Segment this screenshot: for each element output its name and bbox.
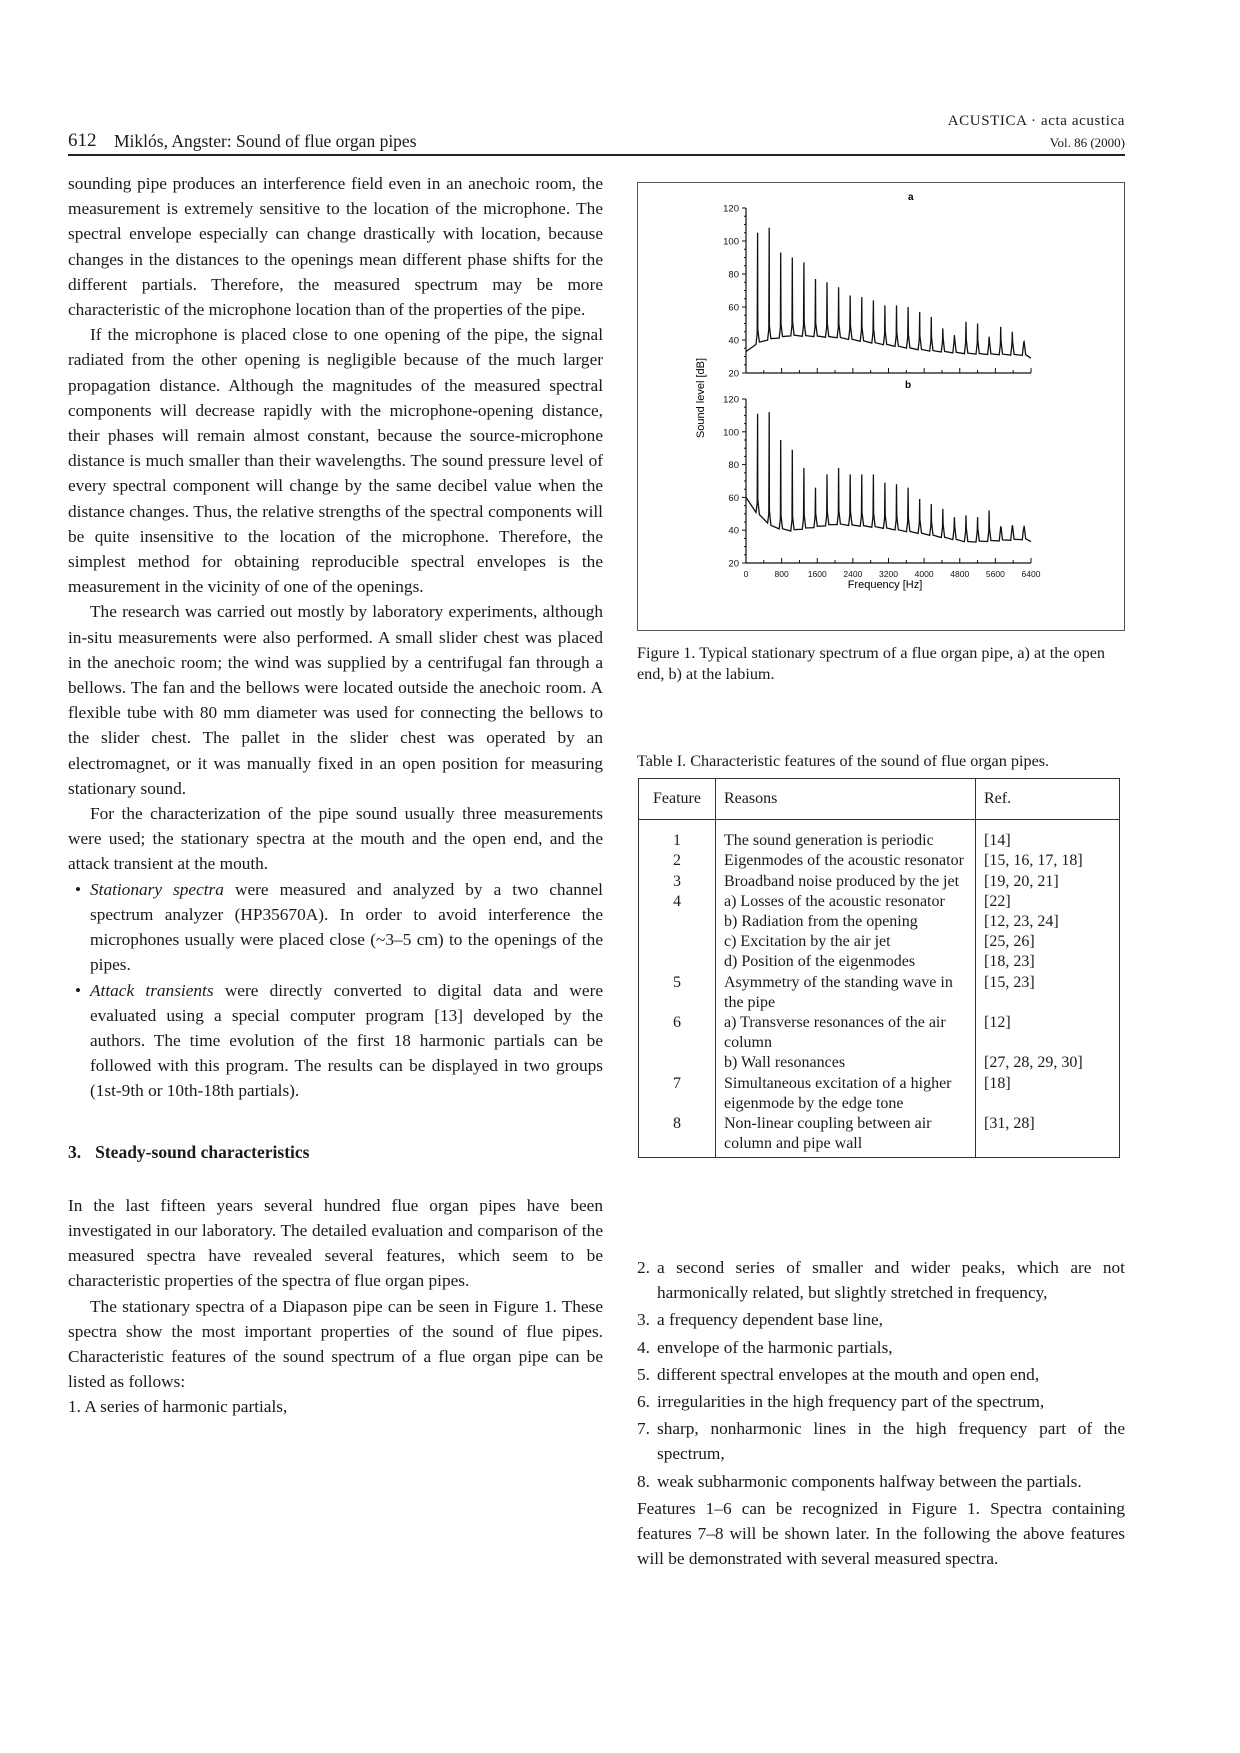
svg-text:40: 40 (728, 525, 739, 537)
list-text: weak subharmonic components halfway between the partials. (657, 1471, 1082, 1491)
table-cell-ref: [15, 16, 17, 18] (984, 852, 1083, 870)
x-axis-label: Frequency [Hz] (847, 579, 923, 591)
list-text: sharp, nonharmonic lines in the high frequency part of the spectrum, (657, 1419, 1125, 1464)
bullet-icon: • (75, 980, 82, 1000)
table-cell-reason: a) Losses of the acoustic resonator (716, 892, 976, 912)
spectrum-curve-a (746, 228, 1031, 358)
list-item (637, 1389, 1125, 1414)
table-row (639, 851, 1120, 871)
svg-text:80: 80 (728, 460, 739, 472)
table-cell-ref: [14] (984, 832, 1011, 850)
list-item (637, 1416, 1125, 1466)
table-cell-ref: [31, 28] (984, 1115, 1035, 1133)
section-title: Steady-sound characteristics (95, 1141, 310, 1162)
table-header-row (639, 779, 1120, 820)
table-cell-reason: c) Excitation by the air jet (716, 932, 976, 952)
table-row (639, 912, 1120, 932)
bullet-term: Attack transients (90, 980, 214, 1000)
list-number: 5. (637, 1364, 650, 1384)
list-item (637, 1307, 1125, 1332)
table-row (639, 1114, 1120, 1158)
table-cell-reason: a) Transverse resonances of the air column (716, 1013, 976, 1053)
list-number: 6. (637, 1392, 650, 1412)
list-number: 4. (637, 1337, 650, 1357)
table-cell-feature (639, 952, 716, 972)
left-column (68, 171, 603, 1420)
header-rule (68, 154, 1125, 156)
list-number: 2. (637, 1258, 650, 1277)
bullet-term: Stationary spectra (90, 879, 224, 899)
svg-text:4000: 4000 (914, 569, 934, 579)
table-row (639, 1074, 1120, 1114)
paragraph: Features 1–6 can be recognized in Figure 1. Spectra containing features 7–8 will be shown later. In the following the above features will be demonstrated with several measured spectra. (637, 1498, 1125, 1569)
list-number: 8. (637, 1471, 650, 1491)
svg-text:120: 120 (723, 394, 739, 406)
spectrum-curve-b (746, 412, 1031, 542)
feature-list-section (637, 1255, 1125, 1571)
spectrum-chart (638, 183, 1124, 630)
table-row (639, 1053, 1120, 1073)
list-text: different spectral envelopes at the mouth and open end, (657, 1364, 1040, 1384)
y-axis-label: Sound level [dB] (695, 357, 707, 439)
table-cell-feature: 3 (639, 872, 716, 892)
list-number: 3. (637, 1310, 650, 1330)
table-cell-feature (639, 1053, 716, 1073)
list-text: a frequency dependent base line, (657, 1310, 883, 1330)
table-cell-ref: [18] (984, 1074, 1011, 1092)
list-text: a second series of smaller and wider peaks, which are not harmonically related, but slightly stretched in frequency, (657, 1258, 1125, 1303)
method-bullet-list (68, 877, 603, 1104)
column-header: Feature (639, 779, 716, 820)
table-caption: Table I. Characteristic features of the sound of flue organ pipes. (637, 752, 1050, 770)
paragraph: For the characterization of the pipe sound usually three measurements were used; the stationary spectra at the mouth and the open end, and the attack transient at the mouth. (68, 804, 603, 874)
svg-text:40: 40 (728, 335, 739, 347)
table-cell-ref: [12] (984, 1014, 1011, 1032)
bullet-icon: • (75, 879, 82, 899)
table-row (639, 892, 1120, 912)
feature-list (637, 1255, 1125, 1494)
table-cell-feature: 8 (639, 1114, 716, 1158)
table-cell-feature: 1 (639, 820, 716, 852)
table-row (639, 973, 1120, 1013)
svg-text:0: 0 (743, 569, 749, 579)
paragraph: In the last fifteen years several hundred flue organ pipes have been investigated in our laboratory. The detailed evaluation and comparison of the measured spectra have revealed several features, which seem to be characteristic properties of the spectra of flue organ pipes. (68, 1195, 603, 1291)
table-cell-ref: [18, 23] (984, 953, 1035, 971)
table-cell-feature (639, 912, 716, 932)
list-number: 7. (637, 1419, 650, 1439)
table-cell-reason: Non-linear coupling between air column and pipe wall (716, 1114, 976, 1158)
bullet-item (68, 978, 603, 1104)
journal-volume: Vol. 86 (2000) (1049, 135, 1125, 150)
svg-text:100: 100 (723, 427, 739, 439)
svg-text:60: 60 (728, 492, 739, 504)
table-cell-reason: d) Position of the eigenmodes (716, 952, 976, 972)
figure-caption: Figure 1. Typical stationary spectrum of a flue organ pipe, a) at the open end, b) at the labium. (637, 644, 1106, 683)
table-cell-reason: b) Radiation from the opening (716, 912, 976, 932)
table-row (639, 932, 1120, 952)
table-row (639, 872, 1120, 892)
table-cell-reason: b) Wall resonances (716, 1053, 976, 1073)
paragraph: The stationary spectra of a Diapason pipe can be seen in Figure 1. These spectra show the most important properties of the sound of flue pipes. Characteristic features of the sound spectrum of a flue organ pipe can be listed as follows: (68, 1296, 603, 1392)
column-header: Ref. (976, 779, 1120, 820)
svg-text:20: 20 (728, 558, 739, 570)
svg-text:4800: 4800 (950, 569, 970, 579)
section-number: 3. (68, 1141, 82, 1162)
svg-text:1600: 1600 (807, 569, 827, 579)
table-cell-feature: 5 (639, 973, 716, 1013)
table-cell-ref: [19, 20, 21] (984, 872, 1059, 890)
table-cell-feature: 6 (639, 1013, 716, 1053)
section-heading (68, 1140, 603, 1165)
list-text: irregularities in the high frequency part of the spectrum, (657, 1392, 1045, 1412)
bullet-item (68, 877, 603, 978)
table-row (639, 1013, 1120, 1053)
table-cell-reason: Simultaneous excitation of a higher eigenmode by the edge tone (716, 1074, 976, 1114)
table-cell-feature: 7 (639, 1074, 716, 1114)
svg-text:100: 100 (723, 236, 739, 248)
paragraph: If the microphone is placed close to one opening of the pipe, the signal radiated from the other opening is negligible because of the much larger propagation distance. Although the magnitudes of the measured spectral components will decrease rapidly with the microphone-opening distance, their phases will remain almost constant, because the source-microphone distance is much smaller than their wavelengths. The sound pressure level of every spectral component will change by the same decibel value when the distance changes. Thus, the relative strengths of the spectral components will be quite insensitive to the location of the microphone. Therefore, the simplest method for obtaining reproducible spectral envelopes is the measurement in the vicinity of one of the openings. (68, 325, 603, 597)
table-cell-reason: Broadband noise produced by the jet (716, 872, 976, 892)
table-cell-ref: [25, 26] (984, 933, 1035, 951)
table-cell-feature: 4 (639, 892, 716, 912)
table-row (639, 820, 1120, 852)
table-cell-feature (639, 932, 716, 952)
svg-text:5600: 5600 (985, 569, 1005, 579)
svg-text:80: 80 (728, 269, 739, 281)
journal-name: ACUSTICA · acta acustica (947, 113, 1125, 129)
column-header: Reasons (716, 779, 976, 820)
list-item (637, 1469, 1125, 1494)
table-row (639, 952, 1120, 972)
table-cell-feature: 2 (639, 851, 716, 871)
list-item (637, 1335, 1125, 1360)
bullet-text: were measured and analyzed by a two channel spectrum analyzer (HP35670A). In order to avoid interference the microphones usually were placed close (~3–5 cm) to the openings of the pipes. (90, 879, 603, 975)
svg-text:3200: 3200 (879, 569, 898, 579)
svg-text:6400: 6400 (1021, 569, 1041, 579)
table-cell-ref: [27, 28, 29, 30] (984, 1054, 1083, 1072)
table-cell-reason: Eigenmodes of the acoustic resonator (716, 851, 976, 871)
svg-text:800: 800 (774, 569, 789, 579)
list-item (637, 1255, 1125, 1305)
table-cell-ref: [12, 23, 24] (984, 913, 1059, 931)
svg-text:120: 120 (723, 203, 739, 215)
features-table (638, 778, 1120, 1158)
running-title: Miklós, Angster: Sound of flue organ pipes (114, 131, 417, 151)
figure-1 (637, 182, 1125, 631)
svg-text:60: 60 (728, 302, 739, 314)
panel-label-a: a (908, 192, 914, 203)
paragraph: The research was carried out mostly by laboratory experiments, although in-situ measurements were also performed. A small slider chest was placed in the anechoic room; the wind was supplied by a centrifugal fan through a bellows. The fan and the bellows were located outside the anechoic room. A flexible tube with 80 mm diameter was used for connecting the bellows to the slider chest. The pallet in the slider chest was operated by an electromagnet, or it was manually fixed in an open position for measuring stationary sound. (68, 602, 603, 798)
paragraph: sounding pipe produces an interference field even in an anechoic room, the measurement is extremely sensitive to the location of the microphone. The spectral envelope especially can change drastically with location, because changes in the distances to the openings mean different phase shifts for the different partials. Therefore, the measured spectrum may be more characteristic of the microphone location than of the properties of the pipe. (68, 174, 603, 320)
list-item (637, 1362, 1125, 1387)
page-number: 612 (68, 130, 97, 151)
bullet-text: were directly converted to digital data and were evaluated using a special computer program [13] developed by the authors. The time evolution of the first 18 harmonic partials can be followed with this program. The results can be displayed in two groups (1st-9th or 10th-18th partials). (90, 980, 603, 1101)
svg-text:20: 20 (728, 368, 739, 380)
list-item: 1. A series of harmonic partials, (68, 1397, 288, 1417)
svg-text:2400: 2400 (843, 569, 863, 579)
table-cell-reason: The sound generation is periodic (716, 820, 976, 852)
table-cell-ref: [22] (984, 892, 1011, 910)
list-text: envelope of the harmonic partials, (657, 1337, 893, 1357)
table-cell-ref: [15, 23] (984, 973, 1035, 991)
table-cell-reason: Asymmetry of the standing wave in the pipe (716, 973, 976, 1013)
panel-label-b: b (905, 380, 912, 391)
